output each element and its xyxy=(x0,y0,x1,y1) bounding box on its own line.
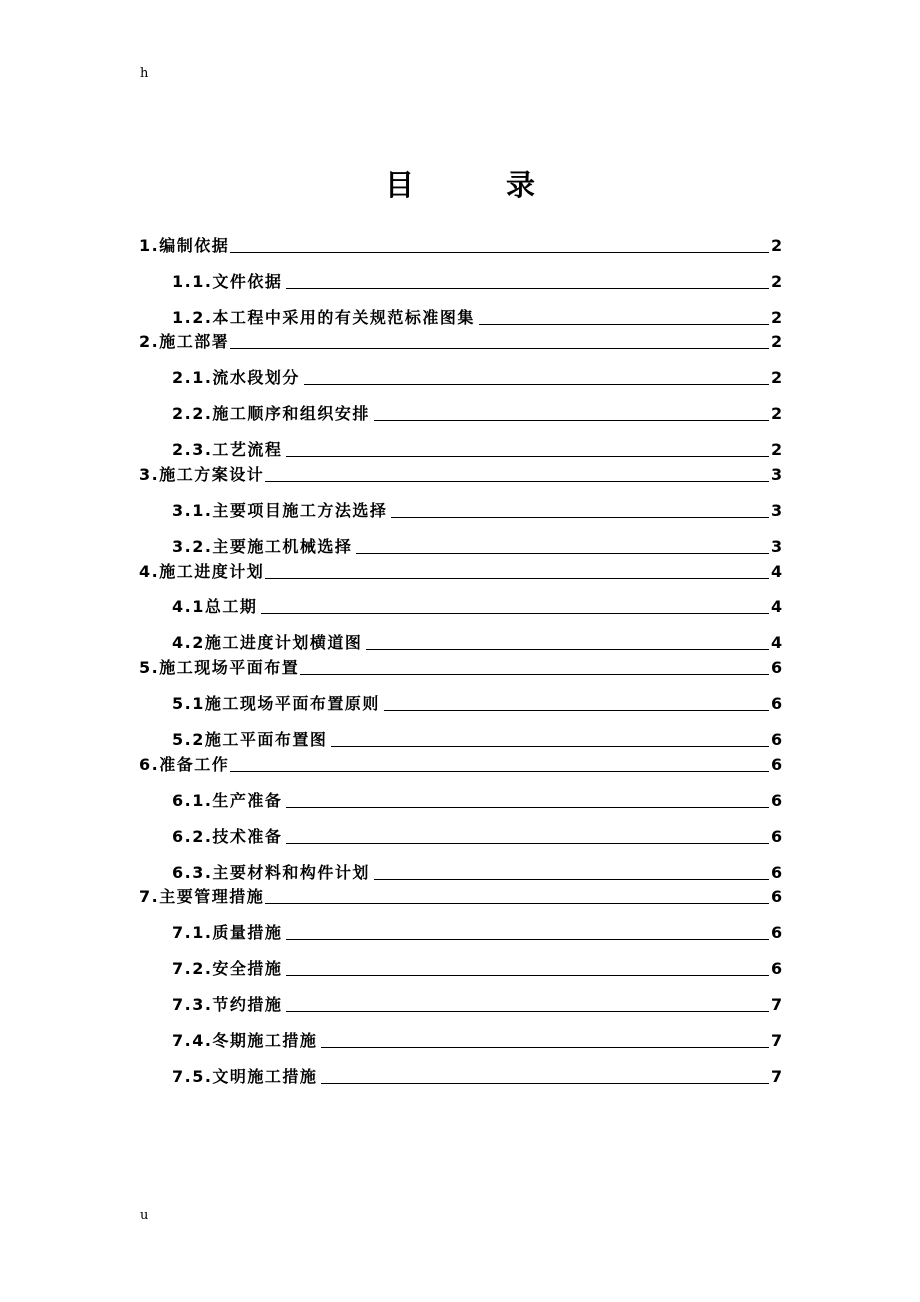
toc-leader-line xyxy=(230,347,769,349)
toc-page-number: 6 xyxy=(771,755,783,774)
toc-entry[interactable] xyxy=(172,302,781,328)
toc-entry-label: 4.2施工进度计划横道图 xyxy=(172,633,363,652)
toc-entry-label: 7.3.节约措施 xyxy=(172,995,283,1014)
toc-leader-line xyxy=(479,323,769,325)
toc-entry[interactable] xyxy=(172,627,781,653)
toc-entry-label: 5.2施工平面布置图 xyxy=(172,730,328,749)
toc-page-number: 3 xyxy=(771,537,783,556)
toc-entry[interactable] xyxy=(172,1061,781,1087)
toc-page-number: 6 xyxy=(771,959,783,978)
toc-entry[interactable] xyxy=(172,688,781,714)
toc-entry-label: 6.2.技术准备 xyxy=(172,827,283,846)
toc-entry[interactable] xyxy=(172,785,781,811)
toc-page-number: 4 xyxy=(771,633,783,652)
toc-entry[interactable] xyxy=(172,266,781,292)
toc-page-number: 6 xyxy=(771,923,783,942)
toc-page-number: 7 xyxy=(771,1031,783,1050)
toc-page-number: 6 xyxy=(771,827,783,846)
toc-leader-line xyxy=(391,516,769,518)
toc-entry[interactable] xyxy=(139,230,781,256)
footer-mark: u xyxy=(140,1208,149,1223)
toc-entry-label: 1.2.本工程中采用的有关规范标准图集 xyxy=(172,308,475,327)
toc-leader-line xyxy=(300,673,769,675)
toc-page-number: 3 xyxy=(771,465,783,484)
toc-page-number: 2 xyxy=(771,404,783,423)
toc-page-number: 6 xyxy=(771,791,783,810)
toc-page-number: 6 xyxy=(771,694,783,713)
toc-entry-label: 3.2.主要施工机械选择 xyxy=(172,537,353,556)
toc-entry[interactable] xyxy=(172,362,781,388)
toc-entry-label: 2.施工部署 xyxy=(139,332,230,351)
toc-entry-label: 5.施工现场平面布置 xyxy=(139,658,300,677)
toc-entry[interactable] xyxy=(172,724,781,750)
toc-leader-line xyxy=(331,745,769,747)
toc-page-number: 6 xyxy=(771,863,783,882)
toc-leader-line xyxy=(265,902,769,904)
toc-page-number: 2 xyxy=(771,236,783,255)
toc-leader-line xyxy=(384,709,769,711)
toc-entry-label: 7.4.冬期施工措施 xyxy=(172,1031,318,1050)
toc-entry[interactable] xyxy=(139,881,781,907)
toc-page-number: 2 xyxy=(771,440,783,459)
toc-leader-line xyxy=(286,938,769,940)
toc-leader-line xyxy=(286,842,769,844)
toc-entry-label: 4.1总工期 xyxy=(172,597,258,616)
toc-leader-line xyxy=(286,974,769,976)
toc-leader-line xyxy=(261,612,769,614)
toc-leader-line xyxy=(265,577,769,579)
toc-page-number: 6 xyxy=(771,658,783,677)
toc-leader-line xyxy=(286,287,769,289)
toc-entry-label: 1.1.文件依据 xyxy=(172,272,283,291)
toc-entry-label: 7.主要管理措施 xyxy=(139,887,265,906)
toc-entry-label: 7.2.安全措施 xyxy=(172,959,283,978)
toc-entry-label: 6.1.生产准备 xyxy=(172,791,283,810)
toc-entry-label: 5.1施工现场平面布置原则 xyxy=(172,694,380,713)
toc-leader-line xyxy=(304,383,769,385)
toc-leader-line xyxy=(366,648,769,650)
toc-leader-line xyxy=(374,878,769,880)
toc-leader-line xyxy=(321,1082,769,1084)
toc-page-number: 3 xyxy=(771,501,783,520)
toc-entry-label: 2.3.工艺流程 xyxy=(172,440,283,459)
toc-leader-line xyxy=(321,1046,769,1048)
toc-entry-label: 4.施工进度计划 xyxy=(139,562,265,581)
toc-page-number: 7 xyxy=(771,1067,783,1086)
toc-entry-label: 6.3.主要材料和构件计划 xyxy=(172,863,370,882)
toc-leader-line xyxy=(230,770,769,772)
toc-entry[interactable] xyxy=(139,652,781,678)
toc-page-number: 7 xyxy=(771,995,783,1014)
toc-page-number: 2 xyxy=(771,272,783,291)
toc-entry-label: 7.1.质量措施 xyxy=(172,923,283,942)
toc-entry[interactable] xyxy=(172,531,781,557)
toc-entry[interactable] xyxy=(172,821,781,847)
toc-entry-label: 1.编制依据 xyxy=(139,236,230,255)
toc-entry[interactable] xyxy=(172,857,781,883)
toc-leader-line xyxy=(230,251,769,253)
toc-entry-label: 6.准备工作 xyxy=(139,755,230,774)
toc-page-number: 2 xyxy=(771,332,783,351)
toc-entry[interactable] xyxy=(139,459,781,485)
toc-page-number: 4 xyxy=(771,562,783,581)
toc-page-number: 6 xyxy=(771,887,783,906)
toc-entry[interactable] xyxy=(172,989,781,1015)
toc-leader-line xyxy=(286,806,769,808)
toc-leader-line xyxy=(356,552,769,554)
page-title: 目录 xyxy=(384,168,627,202)
toc-entry-label: 2.2.施工顺序和组织安排 xyxy=(172,404,370,423)
toc-entry[interactable] xyxy=(139,749,781,775)
toc-entry-label: 3.施工方案设计 xyxy=(139,465,265,484)
toc-entry[interactable] xyxy=(172,495,781,521)
toc-entry-label: 3.1.主要项目施工方法选择 xyxy=(172,501,388,520)
header-mark: h xyxy=(140,66,149,81)
toc-entry[interactable] xyxy=(172,591,781,617)
toc-entry-label: 2.1.流水段划分 xyxy=(172,368,300,387)
toc-entry[interactable] xyxy=(172,917,781,943)
toc-page-number: 6 xyxy=(771,730,783,749)
toc-leader-line xyxy=(286,455,769,457)
toc-entry[interactable] xyxy=(172,398,781,424)
toc-entry[interactable] xyxy=(139,326,781,352)
toc-entry[interactable] xyxy=(172,1025,781,1051)
toc-page-number: 2 xyxy=(771,368,783,387)
toc-leader-line xyxy=(286,1010,769,1012)
toc-leader-line xyxy=(374,419,769,421)
toc-leader-line xyxy=(265,480,769,482)
toc-page-number: 2 xyxy=(771,308,783,327)
toc-entry[interactable] xyxy=(172,434,781,460)
toc-entry-label: 7.5.文明施工措施 xyxy=(172,1067,318,1086)
toc-entry[interactable] xyxy=(139,556,781,582)
toc-entry[interactable] xyxy=(172,953,781,979)
toc-page-number: 4 xyxy=(771,597,783,616)
